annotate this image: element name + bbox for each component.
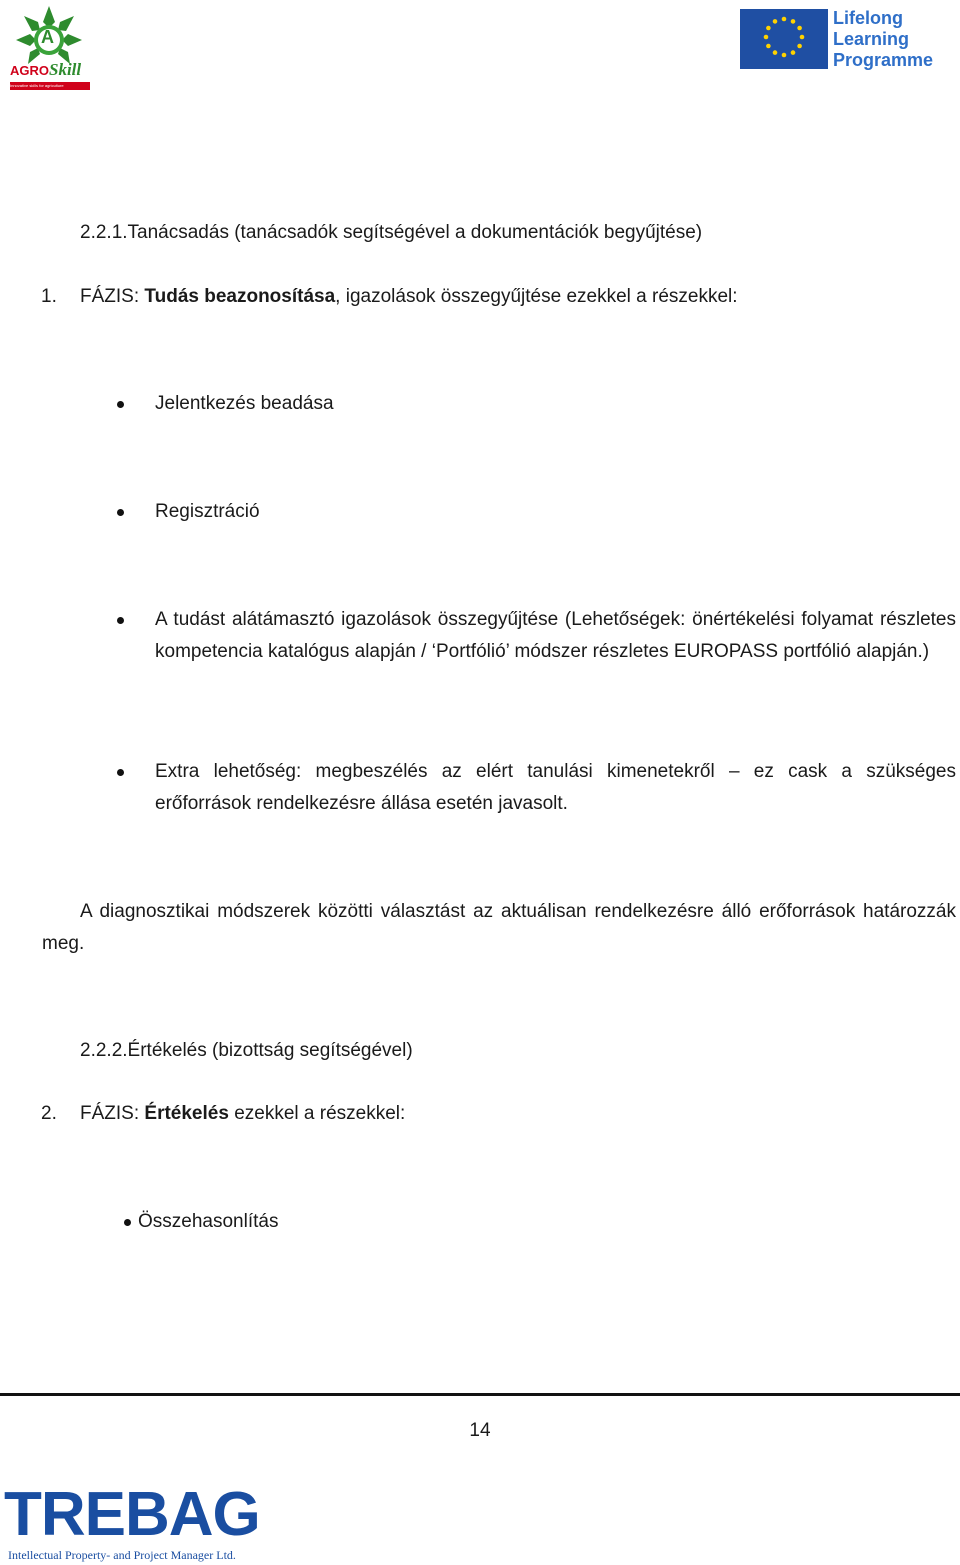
phase2-bold: Értékelés [144,1103,229,1124]
agroskill-word-a: AGRO [10,63,49,78]
agroskill-tagline: Innovative skills for agriculture [10,82,90,90]
llp-line3: Programme [833,50,934,70]
phase2-rest: ezekkel a részekkel: [228,1103,406,1124]
heading-2-2-2: 2.2.2.Értékelés (bizottság segítségével) [80,1040,413,1061]
phase2-line [80,1098,405,1130]
phase2-prefix: FÁZIS: [80,1103,145,1124]
llp-line2: Learning [833,29,910,49]
page-number: 14 [469,1420,491,1441]
list-item: Összehasonlítás [138,1211,279,1232]
agroskill-letter: A [41,27,54,47]
trebag-wordmark: TREBAG [4,1480,260,1549]
bullet-dot [124,1219,131,1226]
list-item: Jelentkezés beadása [155,393,334,414]
bullet-dot [117,401,124,408]
paragraph: A diagnosztikai módszerek közötti választást az aktuálisan rendelkezésre álló erőforrások határozzák meg. [42,901,956,954]
phase1-prefix: FÁZIS: [80,286,145,307]
phase1-bold: Tudás beazonosítása [144,286,336,307]
bullet-dot [117,617,124,624]
footer-divider [0,1393,960,1396]
llp-logo [740,8,945,72]
trebag-tagline: Intellectual Property- and Project Manager Ltd. [8,1548,236,1562]
list-item: A tudást alátámasztó igazolások összegyűjtése (Lehetőségek: önértékelési folyamat részletes kompetencia katalógus alapján / ‘Portfólió’ módszer részletes EUROPASS portfólió alapján.) [155,609,956,662]
bullet-dot [117,509,124,516]
heading-2-2-1: 2.2.1.Tanácsadás (tanácsadók segítségével a dokumentációk begyűjtése) [80,222,703,243]
bullet-dot [117,769,124,776]
agroskill-word-b: Skill [49,60,82,79]
llp-line1: Lifelong [833,8,903,28]
phase1-line [80,281,738,313]
agroskill-logo [8,2,90,92]
agroskill-wordmark [10,60,81,80]
list-item: Regisztráció [155,501,260,522]
list-item: Extra lehetőség: megbeszélés az elért tanulási kimenetekről – ez cask a szükséges erőforrások rendelkezésre állása esetén javasolt. [155,761,956,814]
eu-flag-icon [740,9,828,69]
phase1-number: 1. [41,286,57,307]
phase2-number: 2. [41,1103,57,1124]
trebag-logo [4,1470,284,1562]
phase1-rest: , igazolások összegyűjtése ezekkel a részekkel: [335,286,738,307]
